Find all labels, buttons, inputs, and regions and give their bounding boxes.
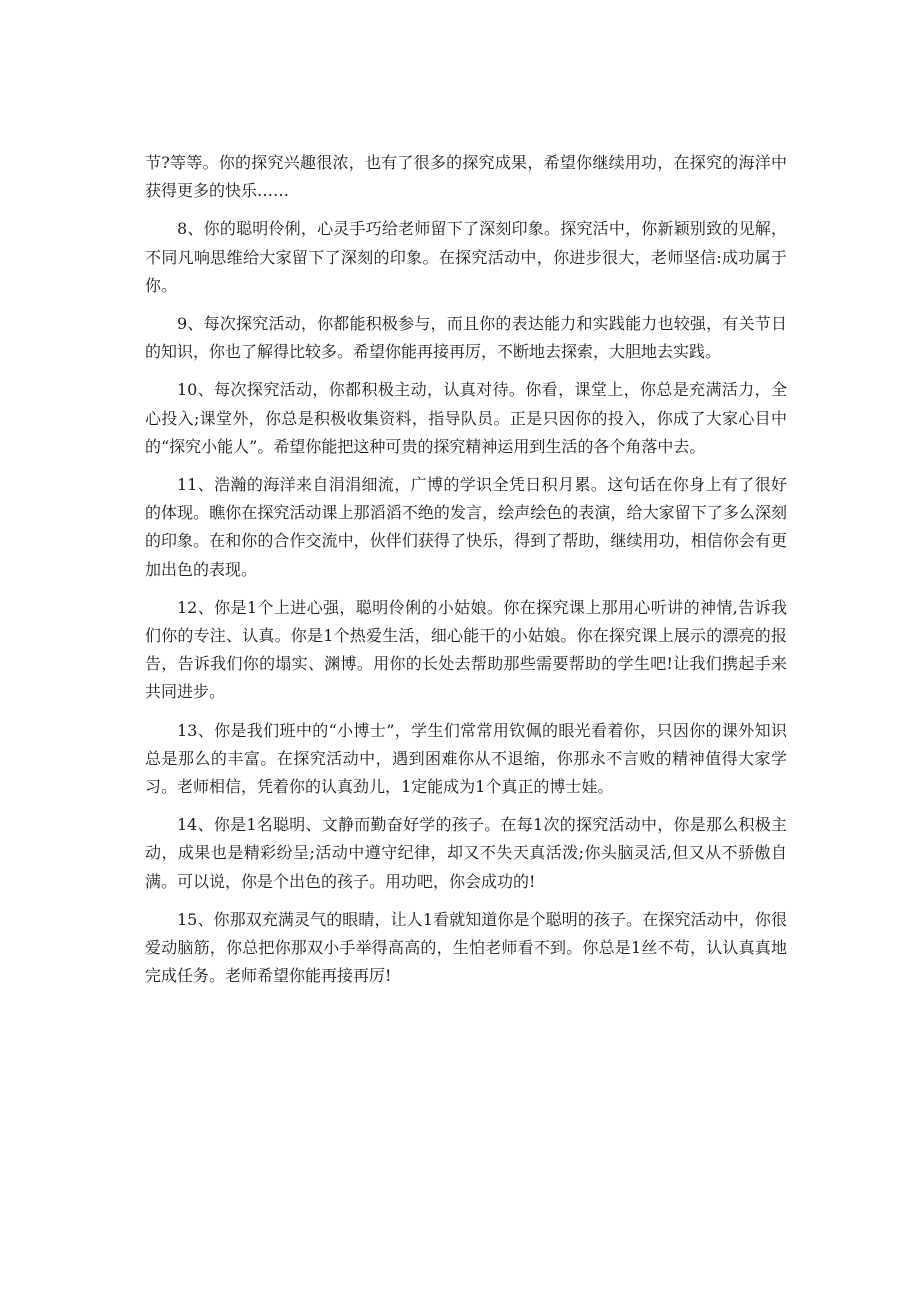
paragraph-comment-12: 12、你是1个上进心强，聪明伶俐的小姑娘。你在探究课上那用心听讲的神情,告诉我们你的专注、认真。你是1个热爱生活，细心能干的小姑娘。你在探究课上展示的漂亮的报告，告诉我们你的塌实、渊博。用你的长处去帮助那些需要帮助的学生吧!让我们携起手来共同进步。 (145, 597, 787, 702)
paragraph-comment-11: 11、浩瀚的海洋来自涓涓细流，广博的学识全凭日积月累。这句话在你身上有了很好的体现。瞧你在探究活动课上那滔滔不绝的发言，绘声绘色的表演，给大家留下了多么深刻的印象。在和你的合作交流中，伙伴们获得了快乐，得到了帮助，继续用功，相信你会有更加出色的表现。 (145, 475, 787, 579)
paragraph-comment-8: 8、你的聪明伶俐，心灵手巧给老师留下了深刻印象。探究活中，你新颖别致的见解，不同凡响思维给大家留下了深刻的印象。在探究活动中，你进步很大，老师坚信:成功属于你。 (145, 219, 787, 295)
document-page (145, 149, 787, 1000)
paragraph-comment-13: 13、你是我们班中的“小博士”，学生们常常用钦佩的眼光看着你，只因你的课外知识总是那么的丰富。在探究活动中，遇到困难你从不退缩，你那永不言败的精神值得大家学习。老师相信，凭着你的认真劲儿，1定能成为1个真正的博士娃。 (145, 720, 787, 797)
paragraph-continuation: 节?等等。你的探究兴趣很浓，也有了很多的探究成果，希望你继续用功，在探究的海洋中获得更多的快乐…… (145, 153, 787, 201)
paragraph-comment-15: 15、你那双充满灵气的眼睛，让人1看就知道你是个聪明的孩子。在探究活动中，你很爱动脑筋，你总把你那双小手举得高高的，生怕老师看不到。你总是1丝不苟，认认真真地完成任务。老师希望你能再接再厉! (145, 909, 787, 986)
paragraph-comment-14: 14、你是1名聪明、文静而勤奋好学的孩子。在每1次的探究活动中，你是那么积极主动，成果也是精彩纷呈;活动中遵守纪律，却又不失天真活泼;你头脑灵活,但又从不骄傲自满。可以说，你是个出色的孩子。用功吧，你会成功的! (145, 815, 787, 891)
paragraph-comment-9: 9、每次探究活动，你都能积极参与，而且你的表达能力和实践能力也较强，有关节日的知识，你也了解得比较多。希望你能再接再厉，不断地去探索，大胆地去实践。 (145, 314, 787, 362)
paragraph-comment-10: 10、每次探究活动，你都积极主动，认真对待。你看，课堂上，你总是充满活力，全心投入;课堂外，你总是积极收集资料，指导队员。正是只因你的投入，你成了大家心目中的“探究小能人”。希望你能把这种可贵的探究精神运用到生活的各个角落中去。 (145, 380, 787, 456)
